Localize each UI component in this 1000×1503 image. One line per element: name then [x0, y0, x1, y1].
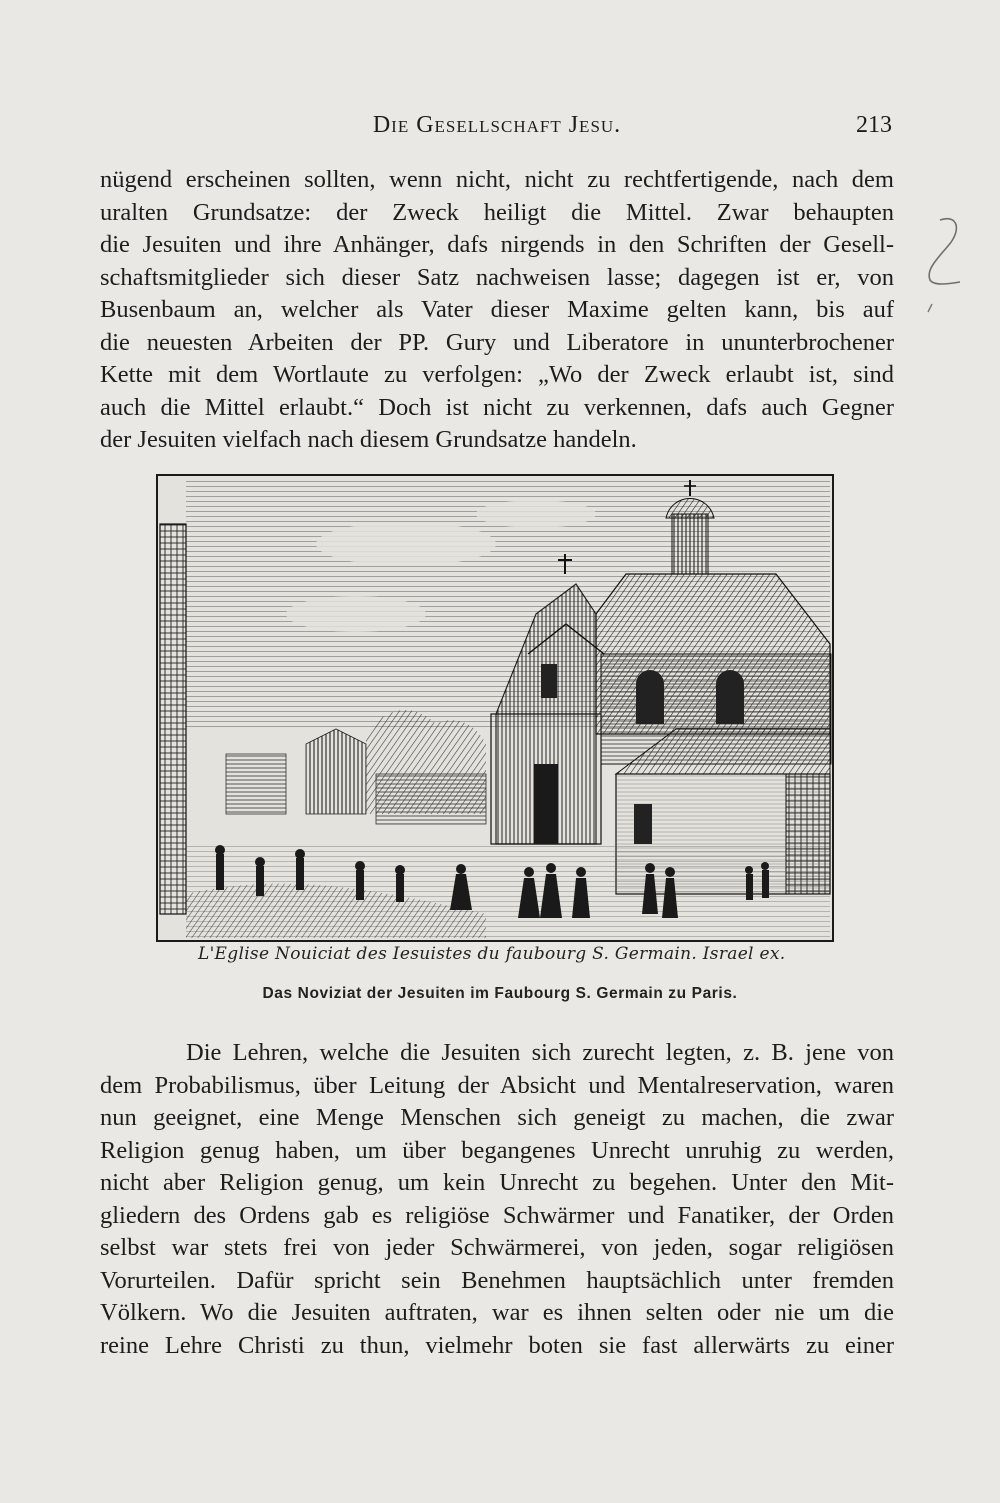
running-header — [102, 112, 892, 146]
text-line: dem Probabilismus, über Leitung der Absicht und Mentalreservation, waren — [100, 1071, 894, 1099]
text-line: uralten Grundsatze: der Zweck heiligt die Mittel. Zwar behaupten — [100, 198, 894, 226]
text-line: Kette mit dem Wortlaute zu verfolgen: „Wo der Zweck erlaubt ist, sind — [100, 361, 894, 388]
figure-caption: Das Noviziat der Jesuiten im Faubourg S. Germain zu Paris. — [262, 985, 738, 1002]
text-line: nügend erscheinen sollten, wenn nicht, nicht zu rechtfertigende, nach dem — [100, 166, 894, 193]
text-line: gliedern des Ordens gab es religiöse Schwärmer und Fanatiker, der Orden — [100, 1201, 894, 1229]
text-line: schaftsmitglieder sich dieser Satz nachweisen lasse; dagegen ist er, von — [100, 263, 894, 291]
engraving-inscription: L'Eglise Nouiciat des Iesuistes du faubourg S. Germain. Israel ex. — [198, 944, 786, 964]
page-number: 213 — [856, 112, 892, 138]
text-line: die Jesuiten und ihre Anhänger, dafs nirgends in den Schriften der Gesell- — [100, 231, 894, 258]
paragraph-bottom — [100, 1037, 894, 1362]
text-line: reine Lehre Christi zu thun, vielmehr boten sie fast allerwärts zu einer — [100, 1331, 894, 1359]
text-line: nicht aber Religion genug, um kein Unrecht zu begehen. Unter den Mit- — [100, 1169, 894, 1196]
text-line: Religion genug haben, um über begangenes Unrecht unruhig zu werden, — [100, 1136, 894, 1164]
text-line: selbst war stets frei von jeder Schwärmerei, von jeden, sogar religiösen — [100, 1234, 894, 1261]
paragraph-top — [100, 164, 894, 457]
text-line: die neuesten Arbeiten der PP. Gury und Liberatore in ununterbrochener — [100, 328, 894, 356]
text-line: auch die Mittel erlaubt.“ Doch ist nicht zu verkennen, dafs auch Gegner — [100, 393, 894, 421]
text-line: Busenbaum an, welcher als Vater dieser Maxime gelten kann, bis auf — [100, 296, 894, 323]
text-line: Die Lehren, welche die Jesuiten sich zurecht legten, z. B. jene von — [186, 1039, 894, 1066]
running-title: Die Gesellschaft Jesu. — [372, 112, 622, 138]
pencil-margin-mark — [918, 212, 968, 322]
text-line: Vorurteilen. Dafür spricht sein Benehmen hauptsächlich unter fremden — [100, 1266, 894, 1294]
engraving-illustration — [156, 474, 834, 942]
text-line: der Jesuiten vielfach nach diesem Grundsatze handeln. — [100, 426, 637, 453]
text-line: Völkern. Wo die Jesuiten auftraten, war es ihnen selten oder nie um die — [100, 1299, 894, 1326]
text-line: nun geeignet, eine Menge Menschen sich geneigt zu machen, die zwar — [100, 1104, 894, 1131]
